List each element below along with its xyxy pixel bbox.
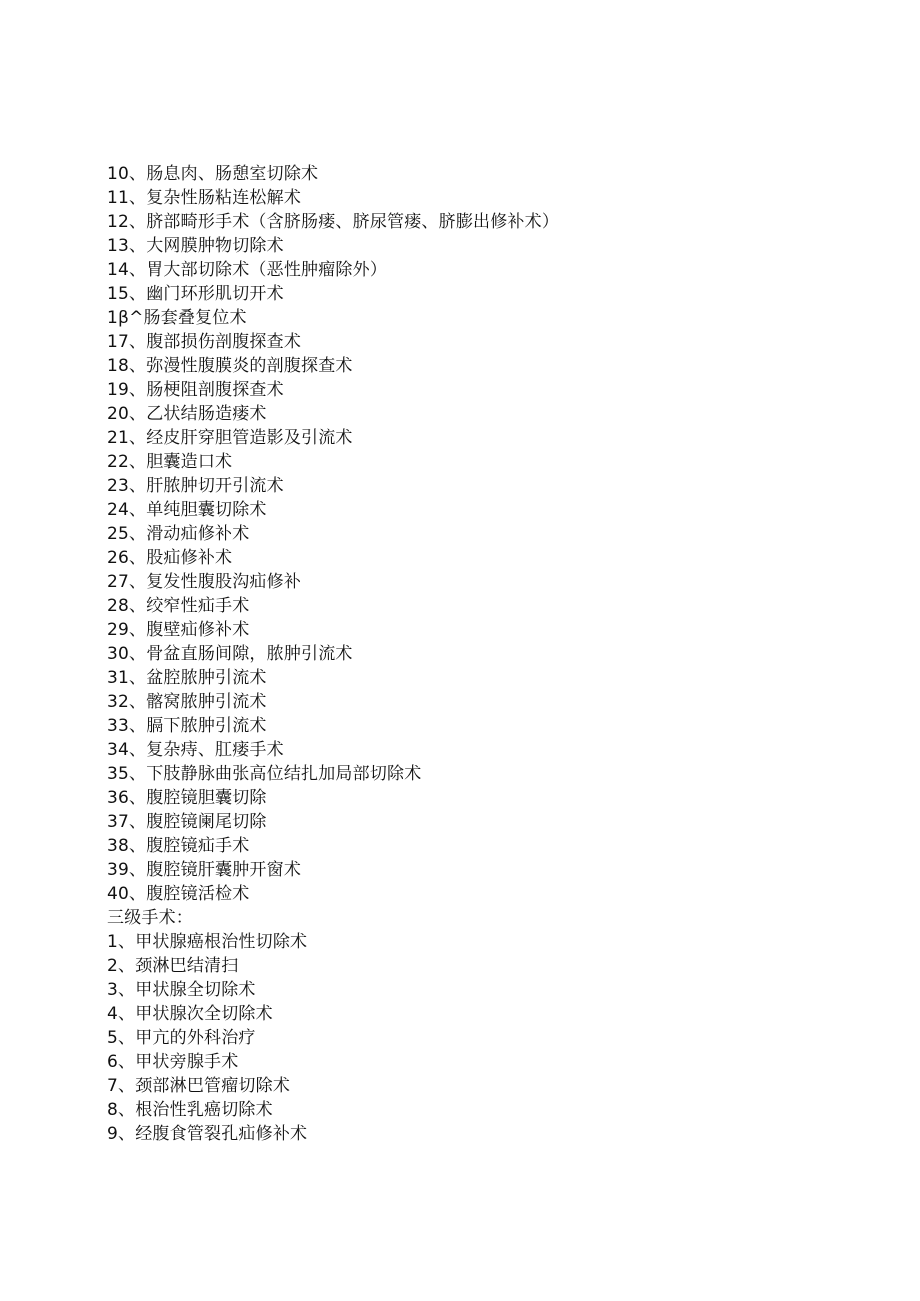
list-item: 23、肝脓肿切开引流术	[107, 476, 284, 496]
list-item: 24、单纯胆囊切除术	[107, 500, 267, 520]
list-item: 28、绞窄性疝手术	[107, 596, 250, 616]
list-item: 22、胆囊造口术	[107, 452, 233, 472]
list-item: 7、颈部淋巴管瘤切除术	[107, 1076, 291, 1096]
list-item: 39、腹腔镜肝囊肿开窗术	[107, 860, 302, 880]
list-item: 21、经皮肝穿胆管造影及引流术	[107, 428, 353, 448]
list-item: 11、复杂性肠粘连松解术	[107, 188, 302, 208]
list-item: 36、腹腔镜胆囊切除	[107, 788, 267, 808]
list-item: 10、肠息肉、肠憩室切除术	[107, 164, 319, 184]
list-item: 40、腹腔镜活检术	[107, 884, 250, 904]
list-item: 3、甲状腺全切除术	[107, 980, 256, 1000]
list-item: 4、甲状腺次全切除术	[107, 1004, 273, 1024]
list-item: 34、复杂痔、肛瘘手术	[107, 740, 284, 760]
list-item: 2、颈淋巴结清扫	[107, 956, 239, 976]
list-item: 35、下肢静脉曲张高位结扎加局部切除术	[107, 764, 422, 784]
list-item: 1β^肠套叠复位术	[107, 308, 247, 328]
list-item: 33、膈下脓肿引流术	[107, 716, 267, 736]
list-item: 27、复发性腹股沟疝修补	[107, 572, 302, 592]
list-item: 12、脐部畸形手术（含脐肠瘘、脐尿管瘘、脐膨出修补术）	[107, 212, 560, 232]
list-item: 37、腹腔镜阑尾切除	[107, 812, 267, 832]
list-item: 8、根治性乳癌切除术	[107, 1100, 273, 1120]
list-item: 19、肠梗阻剖腹探查术	[107, 380, 284, 400]
list-item: 13、大网膜肿物切除术	[107, 236, 284, 256]
list-item: 6、甲状旁腺手术	[107, 1052, 239, 1072]
list-item: 29、腹壁疝修补术	[107, 620, 250, 640]
list-item: 32、髂窝脓肿引流术	[107, 692, 267, 712]
list-item: 38、腹腔镜疝手术	[107, 836, 250, 856]
list-item: 17、腹部损伤剖腹探查术	[107, 332, 302, 352]
list-item: 25、滑动疝修补术	[107, 524, 250, 544]
list-item: 15、幽门环形肌切开术	[107, 284, 284, 304]
section-heading: 三级手术：	[107, 908, 193, 928]
list-item: 18、弥漫性腹膜炎的剖腹探查术	[107, 356, 353, 376]
list-item: 5、甲亢的外科治疗	[107, 1028, 256, 1048]
procedure-list	[107, 162, 867, 1146]
list-item: 1、甲状腺癌根治性切除术	[107, 932, 308, 952]
list-item: 20、乙状结肠造瘘术	[107, 404, 267, 424]
list-item: 9、经腹食管裂孔疝修补术	[107, 1124, 308, 1144]
list-item: 14、胃大部切除术（恶性肿瘤除外）	[107, 260, 388, 280]
list-item: 30、骨盆直肠间隙，脓肿引流术	[107, 644, 353, 664]
list-item: 31、盆腔脓肿引流术	[107, 668, 267, 688]
list-item: 26、股疝修补术	[107, 548, 233, 568]
